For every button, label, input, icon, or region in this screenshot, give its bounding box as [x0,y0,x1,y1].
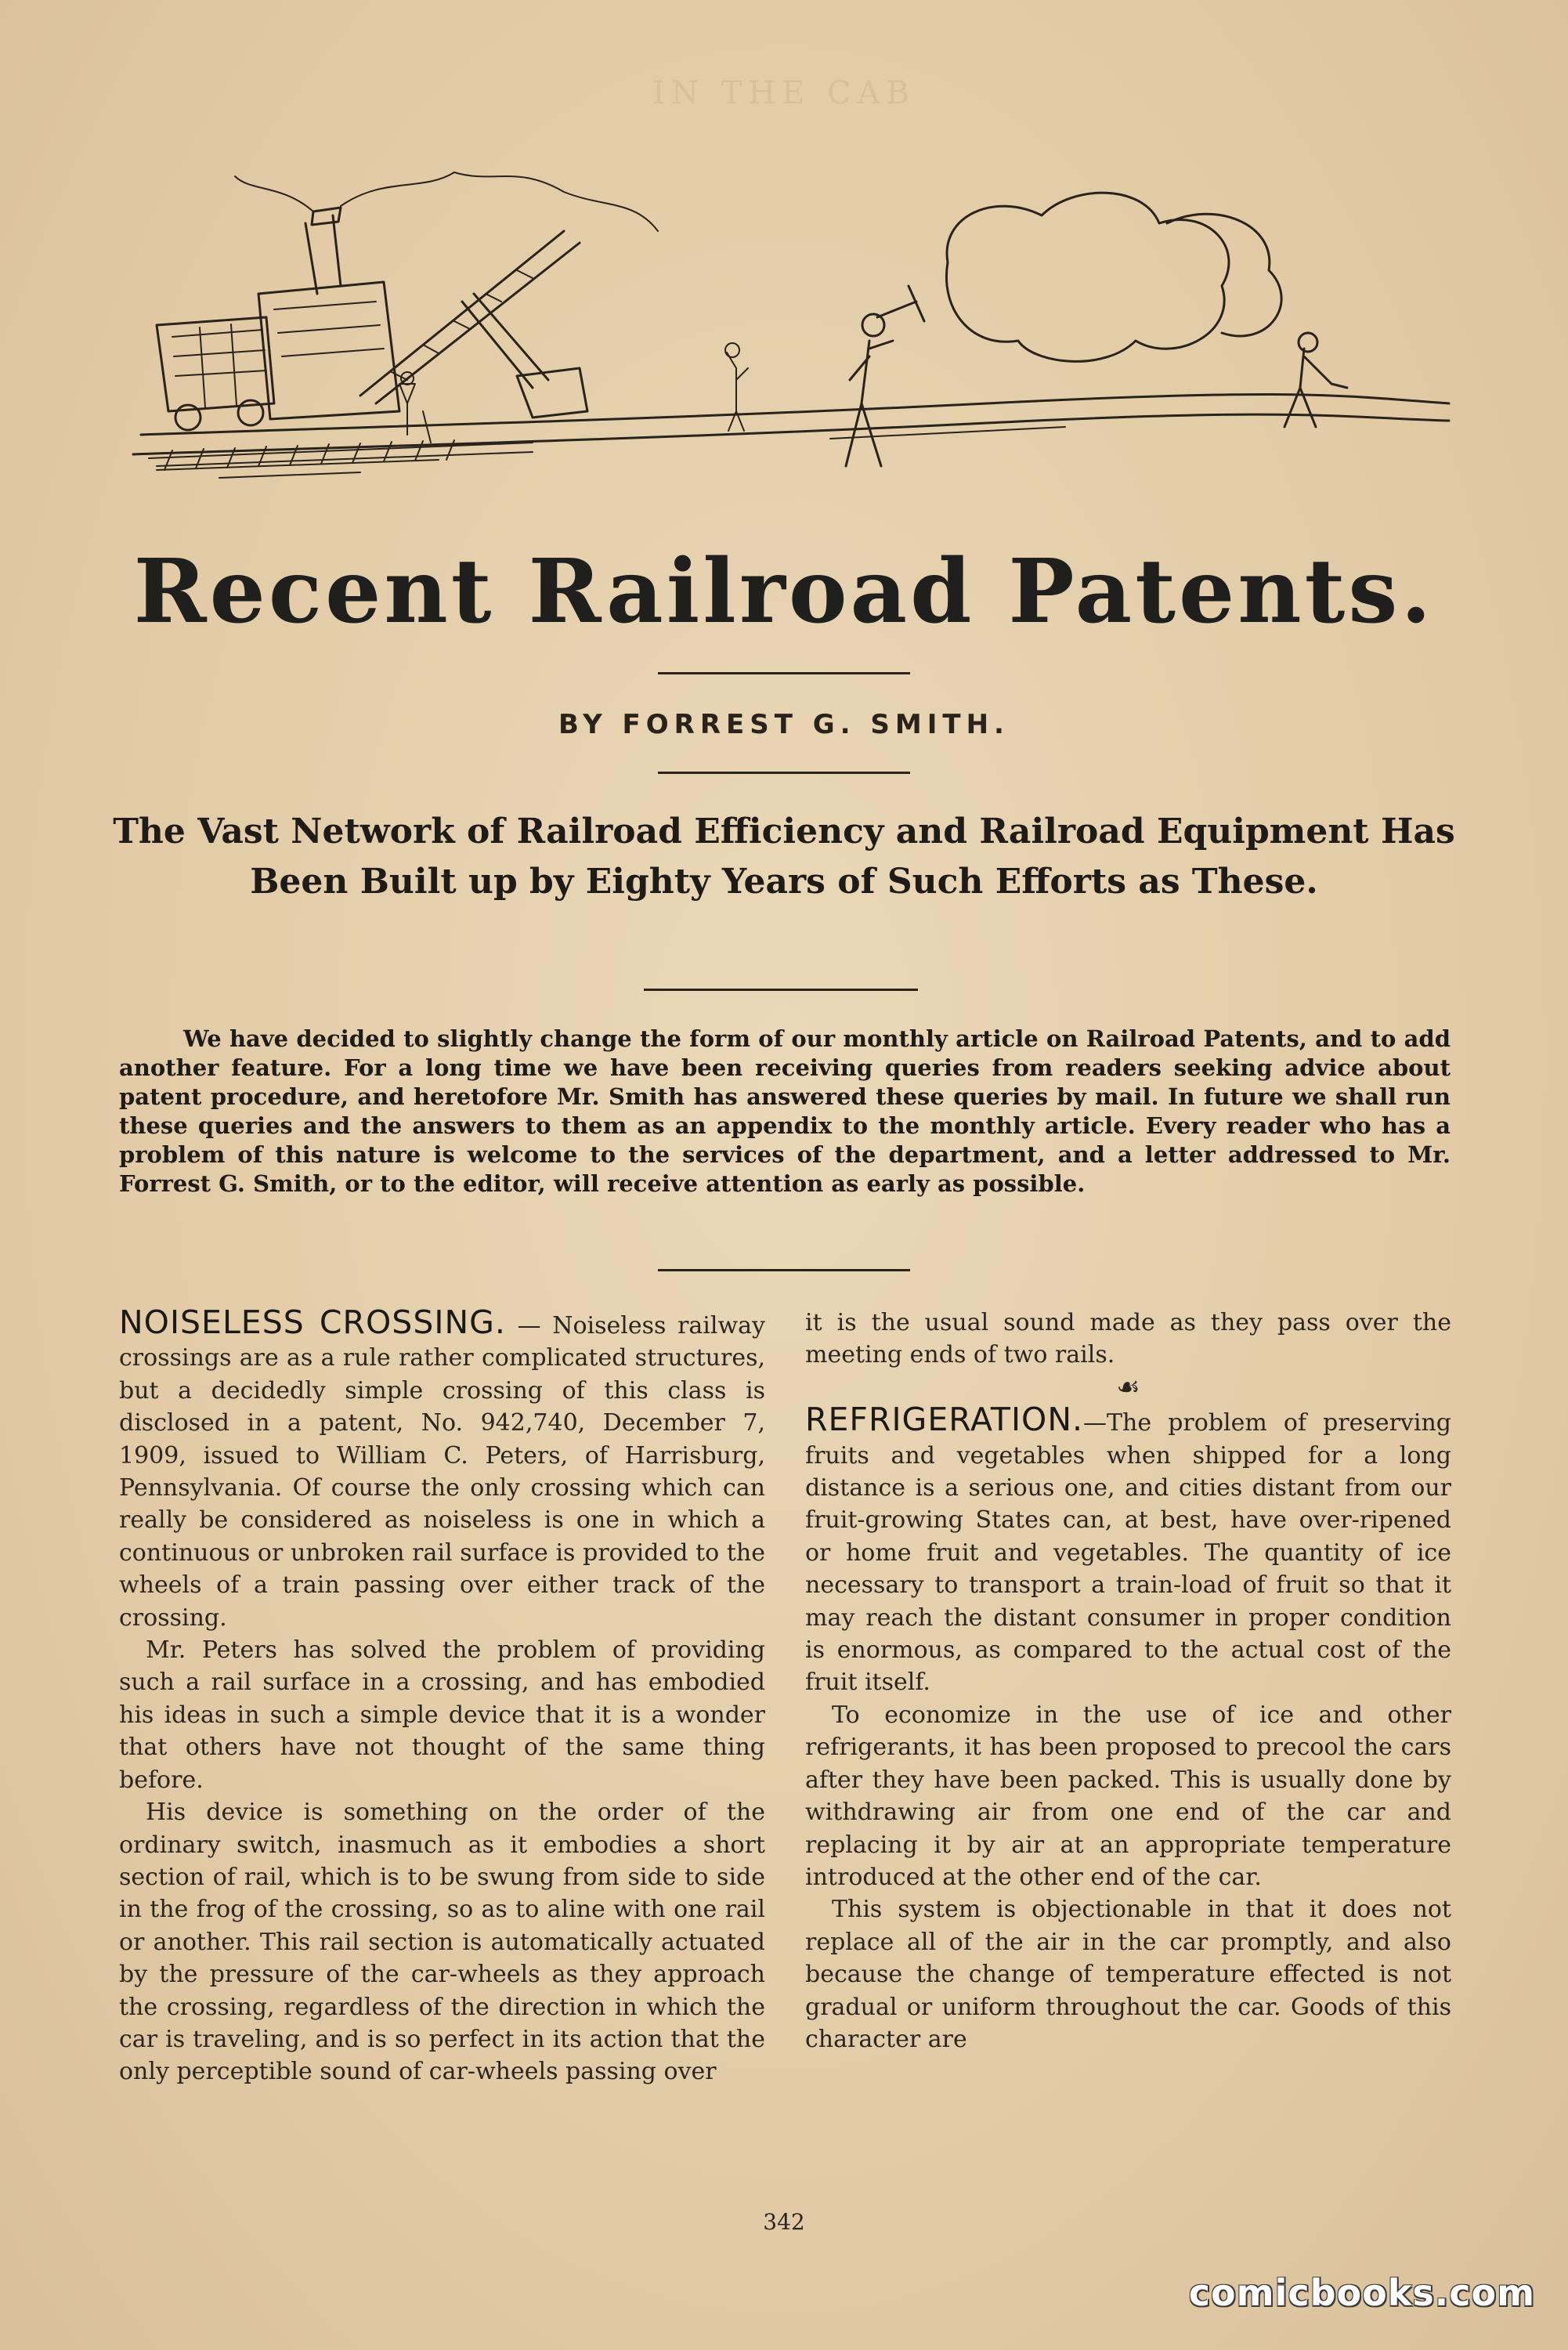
noiseless-crossing-paragraph-1 [119,1303,765,1634]
running-head: IN THE CAB [652,75,916,111]
fleuron-ornament-icon: ☙ [1116,1371,1140,1403]
refrigeration-paragraph-1 [805,1401,1451,1699]
right-column [805,1307,1451,2055]
refrigeration-text-1: —The problem of preserving fruits and vegetables when shipped for a long distance is a serious one, and cities distant from our fruit-growing States can, at best, have over-ripened or home fruit and vegetables. The quantity of ice necessary to transport a train-load of fruit so that it may reach the distant consumer in proper condition is enormous, as compared to the actual cost of the fruit itself. [805,1409,1451,1697]
byline-rule [658,772,910,774]
noiseless-crossing-continuation: it is the usual sound made as they pass over the meeting ends of two rails. [805,1309,1451,1369]
byline: BY FORREST G. SMITH. [558,709,1010,740]
noiseless-crossing-text-1: — Noiseless railway crossings are as a rule rather complicated structures, but a decidedly simple crossing of this class is disclosed in a patent, No. 942,740, December 7, 1909, issued to William C. Peters, of Harrisburg, Pennsylvania. Of course the only crossing which can really be considered as noiseless is one in which a continuous or unbroken rail surface is provided to the wheels of a train passing over either track of the crossing. [119,1312,765,1632]
intro-paragraph: We have decided to slightly change the form of our monthly article on Railroad Patents, and to add another feature. For a long time we have been receiving queries from readers seeking advice about patent procedure, and heretofore Mr. Smith has answered these queries by mail. In future we shall run these queries and the answers to them as an appendix to the monthly article. Every reader who has a problem of this nature is welcome to the services of the department, and a letter addressed to Mr. Forrest G. Smith, or to the editor, will receive attention as early as possible. [119,1025,1451,1197]
page-number: 342 [763,2209,805,2235]
watermark: comicbooks.com [1188,2272,1535,2314]
intro-rule [658,1269,910,1271]
noiseless-crossing-heading: NOISELESS CROSSING. [119,1303,506,1341]
subtitle-rule [644,989,918,991]
noiseless-crossing-paragraph-2: Mr. Peters has solved the problem of providing such a rail surface in a crossing, and has embodied his ideas in such a simple device that it is a wonder that others have not thought of the same thing before. [119,1636,765,1794]
refrigeration-heading: REFRIGERATION. [805,1401,1084,1439]
refrigeration-paragraph-2: To economize in the use of ice and other refrigerants, it has been proposed to precool the cars after they have been packed. This is usually done by withdrawing air from one end of the car and replacing it by air at an appropriate temperature introduced at the other end of the car. [805,1701,1451,1891]
refrigeration-paragraph-3: This system is objectionable in that it does not replace all of the air in the car promptly, and also because the change of temperature effected is not gradual or uniform throughout the car. Goods of this character are [805,1896,1451,2053]
article-title: Recent Railroad Patents. [133,540,1435,643]
left-column [119,1303,765,2088]
title-rule [658,672,910,674]
noiseless-crossing-paragraph-3: His device is something on the order of the ordinary switch, inasmuch as it embodies a short section of rail, which is to be swung from side to side in the frog of the crossing, so as to aline with one rail or another. This rail section is automatically actuated by the pressure of the car-wheels as they approach the crossing, regardless of the direction in which the car is traveling, and is so perfect in its action that the only perceptible sound of car-wheels passing over [119,1799,765,2086]
steam-shovel-illustration [125,168,1457,497]
subtitle: The Vast Network of Railroad Efficiency and Railroad Equipment Has Been Built up by Eighty Years of Such Efforts as These. [113,812,1455,902]
